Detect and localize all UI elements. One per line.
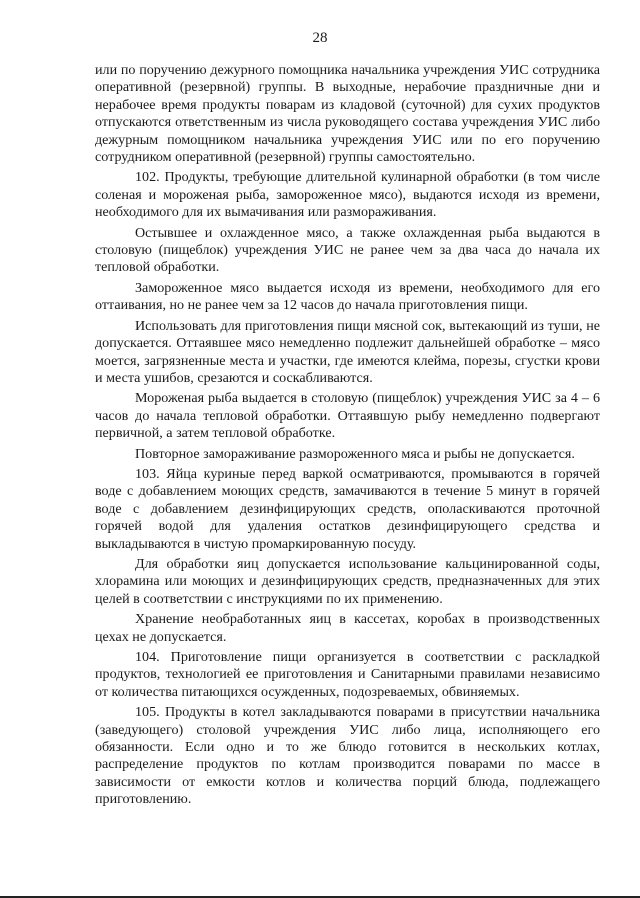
paragraph-egg-treatment: Для обработки яиц допускается использование кальцинированной соды, хлорамина или моющих и дезинфицирующих средств, предназначенных для этих целей в соответствии с инструкциями по их применению.	[95, 555, 600, 607]
paragraph-105: 105. Продукты в котел закладываются поварами в присутствии начальника (заведующего) столовой учреждения УИС либо лица, исполняющего его обязанности. Если одно и то же блюдо готовится в нескольких котлах, распределение продуктов по котлам производится поварами по массе в зависимости от емкости котлов и количества порций блюда, подлежащего приготовлению.	[95, 704, 600, 808]
paragraph-102: 102. Продукты, требующие длительной кулинарной обработки (в том числе соленая и мороженая рыба, замороженное мясо), выдаются исходя из времени, необходимого для их вымачивания или размораживания.	[95, 169, 600, 221]
paragraph-frozen-fish: Мороженая рыба выдается в столовую (пищеблок) учреждения УИС за 4 – 6 часов до начала тепловой обработки. Оттаявшую рыбу немедленно подвергают первичной, а затем тепловой обработке.	[95, 390, 600, 442]
paragraph-103: 103. Яйца куриные перед варкой осматриваются, промываются в горячей воде с добавлением моющих средств, замачиваются в течение 5 минут в горячей воде с добавлением дезинфицирующих средств, ополаскиваются проточной горячей водой для удаления остатков дезинфицирующего средства и выкладываются в чистую промаркированную посуду.	[95, 465, 600, 552]
page-body	[95, 62, 600, 809]
paragraph-meat-juice: Использовать для приготовления пищи мясной сок, вытекающий из туши, не допускается. Оттаявшее мясо немедленно подлежит дальнейшей обработке – мясо моется, загрязненные места и участки, где имеются клейма, порезы, сгустки крови и места ушибов, срезаются и соскабливаются.	[95, 317, 600, 386]
paragraph-continuation: или по поручению дежурного помощника начальника учреждения УИС сотрудника оперативной (резервной) группы. В выходные, нерабочие праздничные дни и нерабочее время продукты поварам из кладовой (суточной) для сухих продуктов отпускаются ответственным из числа руководящего состава учреждения УИС либо дежурным помощником начальника учреждения УИС или по его поручению сотрудником оперативной (резервной) группы самостоятельно.	[95, 62, 600, 166]
paragraph-refreezing: Повторное замораживание размороженного мяса и рыбы не допускается.	[135, 445, 575, 462]
paragraph-104: 104. Приготовление пищи организуется в соответствии с раскладкой продуктов, технологией ее приготовления и Санитарными правилами независимо от количества питающихся осужденных, подозреваемых, обвиняемых.	[95, 649, 600, 700]
paragraph-egg-storage: Хранение необработанных яиц в кассетах, коробах в производственных цехах не допускается.	[95, 611, 600, 645]
paragraph-frozen-meat: Замороженное мясо выдается исходя из времени, необходимого для его оттаивания, но не ранее чем за 12 часов до начала приготовления пищи.	[95, 279, 600, 314]
paragraph-chilled-meat: Остывшее и охлажденное мясо, а также охлажденная рыба выдаются в столовую (пищеблок) учреждения УИС не ранее чем за два часа до начала их тепловой обработки.	[95, 224, 600, 276]
page-number: 28	[312, 30, 328, 46]
